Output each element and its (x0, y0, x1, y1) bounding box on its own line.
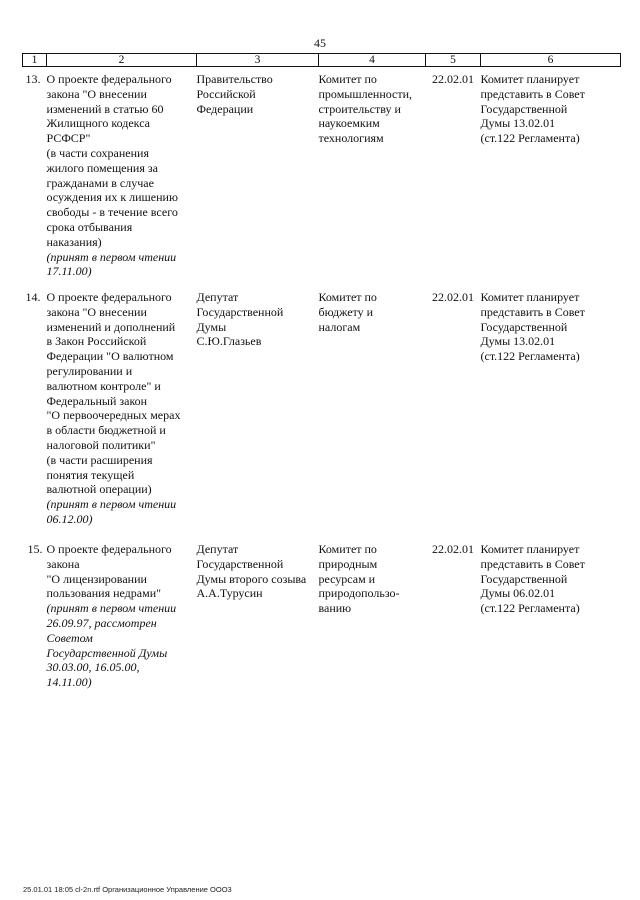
initiator-cell (197, 538, 319, 690)
bill-title-line: пользования недрами" (46, 586, 162, 601)
decision-line: представить в Совет (480, 556, 585, 571)
column-number: 6 (481, 54, 621, 67)
committee-line: наукоемким (318, 116, 380, 131)
table-body (23, 67, 621, 690)
committee-line: Комитет по (318, 72, 377, 86)
committee-line: налогам (318, 319, 361, 334)
bill-title-line: валютной операции) (46, 482, 152, 497)
committee-line: ванию (318, 601, 352, 616)
committee-cell (319, 67, 426, 291)
bill-status-line: 26.09.97, рассмотрен (46, 615, 157, 630)
bill-title-line: закона "О внесении (46, 304, 147, 319)
initiator-line: Российской (196, 86, 256, 101)
bill-title-line: "О лицензировании (46, 571, 147, 586)
committee-cell (319, 538, 426, 690)
bill-title-line: понятия текущей (46, 467, 135, 482)
decision-cell (481, 290, 621, 538)
decision-line: Государственной (480, 571, 568, 586)
bill-title-line: изменений и дополнений (46, 319, 176, 334)
row-number: 13. (25, 72, 41, 86)
initiator-cell (197, 290, 319, 538)
table-row (23, 538, 621, 690)
decision-line: представить в Совет (480, 304, 585, 319)
bill-title-line: гражданами в случае (46, 175, 154, 190)
bill-status-line: Государственной Думы (46, 645, 168, 660)
committee-line: ресурсам и (318, 571, 376, 586)
bill-title-line: закона (46, 556, 80, 571)
page-number: 45 (314, 36, 326, 50)
bill-title-line: (в части расширения (46, 452, 153, 467)
bill-title-line: О проекте федерального (46, 542, 172, 556)
committee-line: Комитет по (318, 290, 377, 304)
bill-status-line: 30.03.00, 16.05.00, (46, 660, 140, 675)
date-cell: 22.02.01 (432, 290, 474, 304)
initiator-line: Думы второго созыва (196, 571, 307, 586)
bill-title-line: Федерации "О валютном (46, 349, 174, 364)
bill-title-line: О проекте федерального (46, 290, 172, 304)
decision-line: Государственной (480, 101, 568, 116)
column-number: 1 (23, 54, 47, 67)
committee-line: природным (318, 556, 378, 571)
committee-line: технологиям (318, 131, 384, 146)
decision-line: (ст.122 Регламента) (480, 601, 580, 616)
column-number: 2 (47, 54, 197, 67)
committee-line: строительству и (318, 101, 401, 116)
decision-line: Думы 06.02.01 (480, 586, 556, 601)
committee-cell (319, 290, 426, 538)
bill-title-cell (47, 290, 197, 538)
initiator-line: Думы (196, 319, 227, 334)
initiator-line: Депутат (196, 290, 239, 304)
decision-cell (481, 538, 621, 690)
decision-line: Комитет планирует (480, 542, 580, 556)
table-row (23, 67, 621, 291)
committee-line: Комитет по (318, 542, 377, 556)
decision-line: Комитет планирует (480, 72, 580, 86)
column-number: 4 (319, 54, 426, 67)
initiator-line: Депутат (196, 542, 239, 556)
bill-title-line: срока отбывания (46, 219, 133, 234)
bill-title-line: в области бюджетной и (46, 423, 166, 438)
bill-title-line: наказания) (46, 234, 102, 249)
decision-line: Государственной (480, 319, 568, 334)
bill-title-line: (в части сохранения (46, 145, 149, 160)
date-cell: 22.02.01 (432, 72, 474, 86)
initiator-line: А.А.Турусин (196, 586, 263, 601)
document-footer: 25.01.01 18:05 cl-2n.rtf Организационное Управление ООО3 (23, 885, 232, 894)
bill-title-line: РСФСР" (46, 131, 91, 146)
bill-status-line: (принят в первом чтении (46, 497, 177, 512)
bill-status-line: (принят в первом чтении (46, 601, 177, 616)
bill-title-cell (47, 538, 197, 690)
agenda-table (22, 53, 621, 690)
column-number: 3 (197, 54, 319, 67)
row-number: 15. (27, 542, 43, 556)
bill-status-line: Советом (46, 630, 93, 645)
bill-title-line: в Закон Российской (46, 334, 147, 349)
initiator-line: Федерации (196, 101, 254, 116)
initiator-cell (197, 67, 319, 291)
initiator-line: С.Ю.Глазьев (196, 334, 262, 349)
initiator-line: Государственной (196, 304, 284, 319)
decision-line: Комитет планирует (480, 290, 580, 304)
bill-title-line: Федеральный закон (46, 393, 148, 408)
date-cell: 22.02.01 (432, 542, 474, 556)
decision-line: (ст.122 Регламента) (480, 349, 580, 364)
bill-status-line: 14.11.00) (46, 675, 92, 690)
committee-line: промышленности, (318, 86, 413, 101)
bill-status-line: 06.12.00) (46, 511, 93, 526)
bill-title-line: О проекте федерального (46, 72, 172, 86)
decision-line: Думы 13.02.01 (480, 116, 556, 131)
bill-status-line: (принят в первом чтении (46, 249, 177, 264)
bill-title-line: налоговой политики" (46, 437, 156, 452)
bill-title-line: изменений в статью 60 (46, 101, 164, 116)
bill-title-line: "О первоочередных мерах (46, 408, 181, 423)
table-row (23, 290, 621, 538)
bill-title-line: осуждения их к лишению (46, 190, 178, 205)
column-number: 5 (426, 54, 481, 67)
decision-line: представить в Совет (480, 86, 585, 101)
bill-status-line: 17.11.00) (46, 264, 92, 279)
decision-line: (ст.122 Регламента) (480, 131, 580, 146)
initiator-line: Государственной (196, 556, 284, 571)
bill-title-line: жилого помещения за (46, 160, 158, 175)
row-number: 14. (25, 290, 41, 304)
bill-title-line: валютном контроле" и (46, 378, 161, 393)
bill-title-line: закона "О внесении (46, 86, 147, 101)
bill-title-line: Жилищного кодекса (46, 116, 151, 131)
decision-line: Думы 13.02.01 (480, 334, 556, 349)
committee-line: бюджету и (318, 304, 374, 319)
bill-title-line: регулировании и (46, 363, 133, 378)
bill-title-line: свободы - в течение всего (46, 205, 178, 220)
bill-title-cell (47, 67, 197, 291)
committee-line: природопользо- (318, 586, 400, 601)
initiator-line: Правительство (196, 72, 273, 86)
column-number-header (23, 54, 621, 67)
decision-cell (481, 67, 621, 291)
